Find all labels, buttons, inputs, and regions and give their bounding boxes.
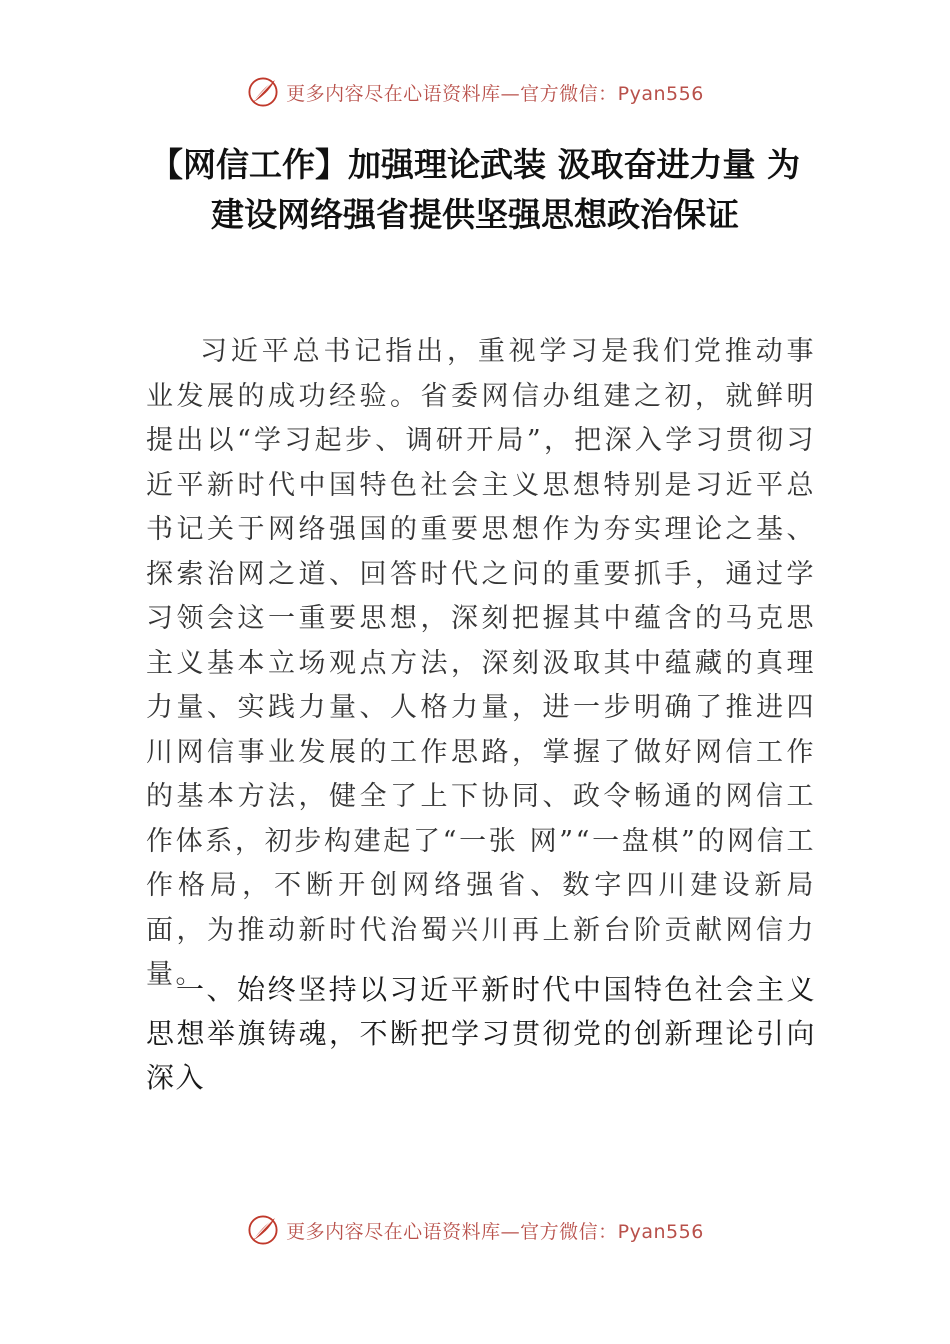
footer-banner bbox=[0, 1210, 950, 1250]
header-banner bbox=[0, 72, 950, 112]
document-title: 【网信工作】加强理论武装 汲取奋进力量 为建设网络强省提供坚强思想政治保证 bbox=[150, 145, 800, 234]
footer-banner-text: 更多内容尽在心语资料库—官方微信：Pyan556 bbox=[286, 1220, 704, 1243]
quill-logo-icon bbox=[246, 75, 280, 109]
body-paragraph: 习近平总书记指出，重视学习是我们党推动事业发展的成功经验。省委网信办组建之初，就鲜明提出以“学习起步、调研开局”，把深入学习贯彻习近平新时代中国特色社会主义思想特别是习近平总书记关于网络强国的重要思想作为夯实理论之基、探索治网之道、回答时代之问的重要抓手，通过学习领会这一重要思想，深刻把握其中蕴含的马克思主义基本立场观点方法，深刻汲取其中蕴藏的真理力量、实践力量、人格力量，进一步明确了推进四川网信事业发展的工作思路，掌握了做好网信工作的基本方法，健全了上下协同、政令畅通的网信工作体系，初步构建起了“一张 网”“一盘棋”的网信工作格局，不断开创网络强省、数字四川建设新局面，为推动新时代治蜀兴川再上新台阶贡献网信力量。 bbox=[146, 336, 816, 990]
header-banner-text: 更多内容尽在心语资料库—官方微信：Pyan556 bbox=[286, 82, 704, 105]
footer-banner-handle: Pyan556 bbox=[617, 1220, 704, 1243]
section-heading: 一、始终坚持以习近平新时代中国特色社会主义思想举旗铸魂，不断把学习贯彻党的创新理论引向深入 bbox=[146, 973, 816, 1094]
quill-logo-icon bbox=[246, 1213, 280, 1247]
header-banner-handle: Pyan556 bbox=[617, 82, 704, 105]
